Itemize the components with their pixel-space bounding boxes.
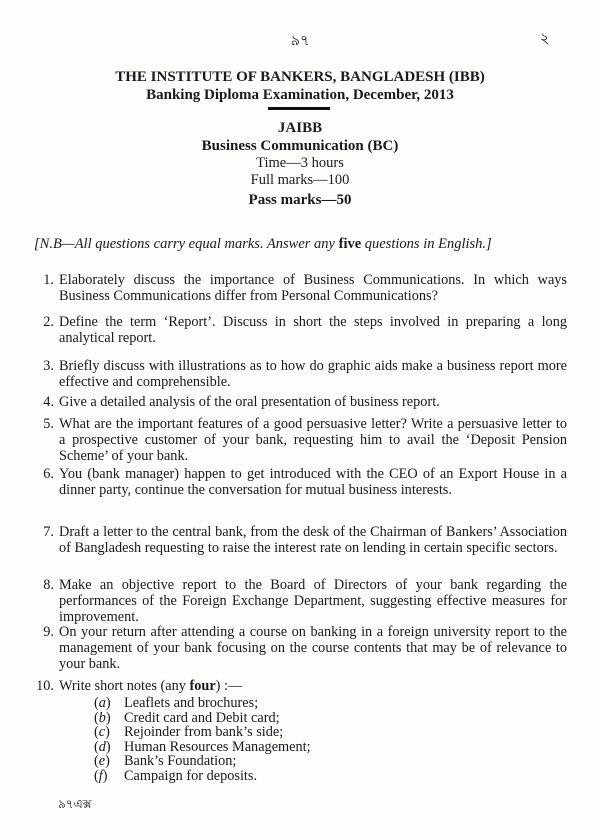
sheet-number-bengali: ২ xyxy=(540,31,550,47)
question-text: You (bank manager) happen to get introduced with the CEO of an Export House in a dinner party, continue the conversation for mutual business interests. xyxy=(59,466,567,498)
footer-code: ৯৭এক্স xyxy=(58,797,92,811)
question-9 xyxy=(32,624,567,672)
question-text-bold: four xyxy=(189,678,216,694)
instructions-text: [N.B—All questions carry equal marks. Answer any xyxy=(34,236,339,252)
question-8 xyxy=(32,577,567,625)
exam-title: Banking Diploma Examination, December, 2013 xyxy=(146,87,454,103)
question-number: 2. xyxy=(43,314,54,330)
question-text: On your return after attending a course on banking in a foreign university report to the management of your bank focusing on the course contents that may be of relevance to your bank. xyxy=(59,624,567,672)
question-text-end: ) :— xyxy=(215,678,243,694)
full-marks: Full marks—100 xyxy=(250,172,350,188)
question-text: Give a detailed analysis of the oral presentation of business report. xyxy=(59,394,440,410)
item-text: Bank’s Foundation; xyxy=(124,753,237,769)
note-item: (b) Credit card and Debit card; xyxy=(94,709,280,726)
item-text: Campaign for deposits. xyxy=(124,767,258,784)
question-text: Define the term ‘Report’. Discuss in short the steps involved in preparing a long analytical report. xyxy=(59,314,567,346)
question-1 xyxy=(32,272,567,304)
note-item: (c) Rejoinder from bank’s side; xyxy=(94,724,284,740)
question-text: Briefly discuss with illustrations as to how do graphic aids make a business report more effective and comprehensible. xyxy=(59,358,567,390)
instructions-text-end: questions in English.] xyxy=(361,236,492,252)
question-number: 9. xyxy=(43,624,54,640)
note-item: (d) Human Resources Management; xyxy=(94,738,311,755)
question-number: 5. xyxy=(43,416,54,432)
item-label: c xyxy=(98,724,106,740)
question-text: What are the important features of a good persuasive letter? Write a persuasive letter to a prospective customer of your bank, requesting him to avail the ‘Deposit Pension Scheme’ of your bank. xyxy=(59,416,567,464)
question-number: 8. xyxy=(43,577,54,593)
instructions-bold: five xyxy=(338,236,362,252)
item-label: e xyxy=(98,753,106,769)
question-text: Write short notes (any xyxy=(59,678,190,694)
question-number: 7. xyxy=(43,524,54,540)
subject-title: Business Communication (BC) xyxy=(201,138,399,154)
level-title: JAIBB xyxy=(277,120,323,136)
institute-title: THE INSTITUTE OF BANKERS, BANGLADESH (IBB) xyxy=(115,69,485,85)
question-3 xyxy=(32,358,567,390)
question-number: 6. xyxy=(43,466,54,482)
pass-marks: Pass marks—50 xyxy=(248,192,352,208)
note-item: (a) Leaflets and brochures; xyxy=(94,695,259,711)
item-label: b xyxy=(98,709,106,726)
item-label: f xyxy=(98,767,103,784)
note-item: (e) Bank’s Foundation; xyxy=(94,753,237,769)
question-text: Elaborately discuss the importance of Business Communications. In which ways Business Communications differ from Personal Communications? xyxy=(59,272,567,304)
page-number-bengali: ৯৭ xyxy=(290,33,310,49)
question-text: Make an objective report to the Board of Directors of your bank regarding the performances of the Foreign Exchange Department, suggesting effective measures for improvement. xyxy=(59,577,567,625)
item-text: Leaflets and brochures; xyxy=(124,695,259,711)
question-number: 4. xyxy=(43,394,54,410)
question-number: 1. xyxy=(43,272,54,288)
item-text: Credit card and Debit card; xyxy=(124,709,280,726)
question-number: 3. xyxy=(43,358,54,374)
question-2 xyxy=(32,314,567,346)
item-text: Human Resources Management; xyxy=(124,738,311,755)
question-4 xyxy=(32,394,567,410)
item-text: Rejoinder from bank’s side; xyxy=(124,724,284,740)
note-item: (f) Campaign for deposits. xyxy=(94,767,258,784)
instructions xyxy=(34,236,492,253)
question-10 xyxy=(32,678,567,694)
item-label: a xyxy=(98,695,106,711)
divider xyxy=(268,107,330,110)
question-number: 10. xyxy=(36,678,54,694)
question-7 xyxy=(32,524,567,556)
question-6 xyxy=(32,466,567,498)
question-text: Draft a letter to the central bank, from the desk of the Chairman of Bankers’ Association of Bangladesh requesting to raise the interest rate on lending in certain specific sectors. xyxy=(59,524,567,556)
item-label: d xyxy=(98,738,106,755)
question-5 xyxy=(32,416,567,464)
time-allowed: Time—3 hours xyxy=(256,155,344,171)
